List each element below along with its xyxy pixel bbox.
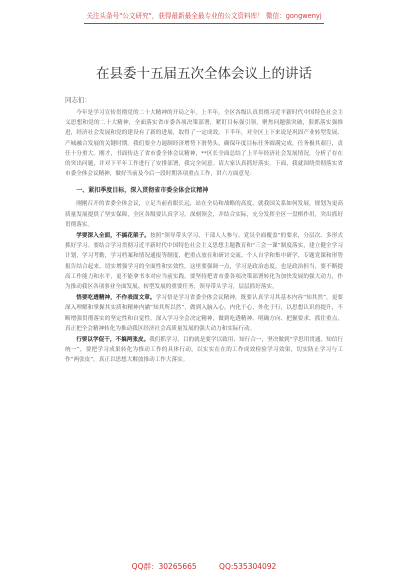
item-text: 按照“领导带头学习、干部人人参与、党员全面覆盖”的要求，分层次、多形式抓好学习。要结合学习贯彻习近平新时代中国特色社会主义思想主题教育和“三会一课”制度落实，建立健全学习计划，学习考勤，学习档案和情况通报等制度，把重点放在和研讨交流、个人自学和集中研学、专题党课和形势报告结合起来，切实增强学习的全面性和实效性。这里要强调一点，学习是政治态度，也是政治担当，要不断提高工作能力和水平，更不能拿书本对应当前实践，要坚持把省市委各项决策部署转化为加快发展的强大动力，作为推动我区各项事业全面发展、转型发展的重要任务，领导带头学习，层层抓好落实。 xyxy=(65,233,343,291)
item-lead: 学要深入全面，不搞花架子。 xyxy=(76,233,150,240)
section-paragraph: 刚刚召开的省委全体会议，立足当前看眼长远，站在全局和战略的高度，就我国关系如何发展，规划为更高质量发展提供了坚实保障，全区各级要认真学习，深刻领会，并结合实际，充分发挥全区一盘棋作用，突出抓好贯彻落实。 xyxy=(65,201,343,228)
item-text: 学习悟是学习省委全体会议精神，既要认真学习其基本内容“知其然”，更要深入理解和掌握其实质和精神内涵“知其所以然”，做到入脑入心，内化于心、外化于行，以思想认识的提升，不断增强贯彻落实的坚定性和自觉性。深入学习全会决定精神，做到吃透精神、明确方向、把握要求、抓住重点，真正把全会精神转化为推动我区经济社会高质量发展的强大动力和实际行动。 xyxy=(65,295,343,332)
item-lead: 悟要吃透精神，不作表面文章。 xyxy=(76,295,156,302)
top-banner-text: 关注头条号"公文研究"，获得最新最全最专业的公文资料库！ 微信：gongwenyj xyxy=(86,11,322,20)
section-heading: 一、紧扣季度目标，深入贯彻省市委全体会议精神 xyxy=(76,187,209,195)
top-banner-underline xyxy=(84,3,323,24)
item-lead: 行要以学促干，不搞两张皮。 xyxy=(76,337,150,344)
section-item xyxy=(65,335,343,366)
footer-qq-group: QQ群：30265665 xyxy=(131,562,197,571)
footer xyxy=(0,561,408,572)
page-title: 在县委十五届五次全体会议上的讲话 xyxy=(96,66,312,82)
section-item xyxy=(65,293,343,334)
intro-paragraph: 今年是学习宣传贯彻党的二十大精神的开局之年。上半年，全区各级认真贯彻习近平新时代中国特色社会主义思想和党的二十大精神，全面落实省市委各项决策部署，紧盯目标强引领，聚焦问题强突破，狠抓落实强推进，经济社会发展和党的建设有了新的进展，取得了一定成效。下半年，对全区上下来说是巩固产业转型发展、产城融合发展的关键时期。我们要全力遏制经济增势下滑势头，确保年度目标任务圆满完成，任务极其艰巨，责任十分重大。刚才，书面传达了省市委全体会议精神，**区长全面总结了上半年经济社会发展情况，分析了存在的突出问题，并对下半年工作进行了安排部署，我完全同意。请大家认真抓好落实。下面，我就围绕贯彻落实省市委全体会议精神，做好当前及今后一段时期各项重点工作，讲六方面意见： xyxy=(65,110,343,178)
footer-qq: QQ:535304092 xyxy=(219,562,277,571)
section-item xyxy=(65,231,343,292)
top-banner xyxy=(0,6,408,20)
document-body xyxy=(65,108,343,367)
item-text: 我们抓学习，目的就是要学以致用、知行合一，坚决做到“学思用贯通、知信行统一”，要把学习成果转化为推动工作的具体行动，以实实在在的工作成效检验学习效果，切实防止学习与工作“两张皮”，真正以思想大解放推动工作大落实。 xyxy=(65,337,343,364)
greeting: 同志们： xyxy=(65,96,91,104)
